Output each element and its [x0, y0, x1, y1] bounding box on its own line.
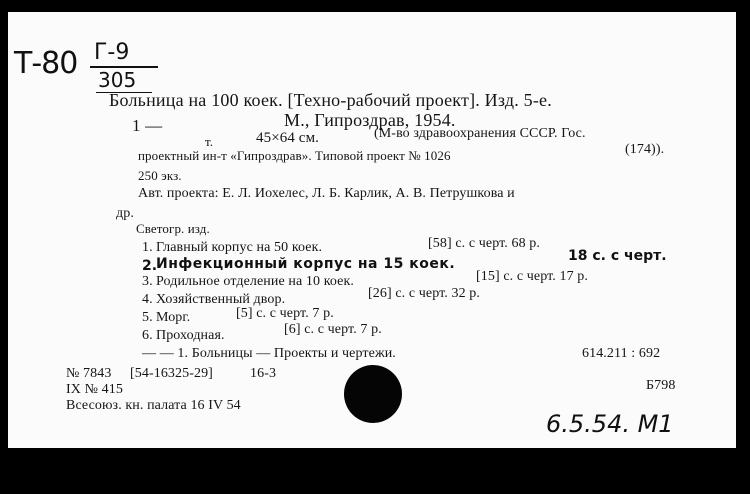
contents-item-1-num: 1. — [142, 240, 153, 255]
subject-heading: — — 1. Больницы — Проекты и чертежи. — [142, 346, 396, 361]
publisher-note-2: проектный ин-т «Гипроздрав». Типовой проект № 1026 — [138, 148, 451, 163]
format-t: т. — [205, 134, 214, 149]
book-chamber: Всесоюз. кн. палата 16 IV 54 — [66, 398, 241, 413]
handwritten-date: 6.5.54. М1 — [546, 410, 674, 438]
call-number-prefix: Т-80 — [14, 46, 78, 81]
contents-item-4-detail: [26] с. с черт. 32 р. — [368, 286, 480, 301]
contents-item-1-detail: [58] с. с черт. 68 р. — [428, 236, 540, 251]
authors-line-1: Авт. проекта: Е. Л. Иохелес, Л. Б. Карлик, А. В. Петрушкова и — [138, 186, 515, 201]
title-line-1: Больница на 100 коек. [Техно-рабочий проект]. Изд. 5-е. — [109, 90, 552, 110]
volume-mark: 1 — — [132, 116, 163, 135]
authors-line-2: др. — [116, 206, 134, 221]
call-number-top: Г-9 — [94, 40, 130, 65]
contents-item-6-detail: [6] с. с черт. 7 р. — [284, 322, 382, 337]
library-code: Б798 — [646, 378, 676, 393]
format-size: 45×64 см. — [256, 130, 320, 146]
catalog-card — [8, 12, 736, 448]
contents-item-4-num: 4. — [142, 292, 153, 307]
contents-item-2-text: Инфекционный корпус на 15 коек. — [156, 256, 456, 272]
record-index: 16-3 — [250, 366, 277, 381]
contents-item-5-detail: [5] с. с черт. 7 р. — [236, 306, 334, 321]
card-punch-hole — [344, 365, 402, 423]
contents-item-5-num: 5. — [142, 310, 153, 325]
contents-item-2-num: 2. — [142, 258, 158, 274]
contents-item-4-text: Хозяйственный двор. — [156, 292, 286, 307]
contents-item-1-text: Главный корпус на 50 коек. — [156, 240, 323, 255]
call-number-bottom: 305 — [98, 68, 137, 92]
copies: 250 экз. — [138, 168, 182, 183]
contents-item-5-text: Морг. — [156, 310, 191, 325]
record-code: [54-16325-29] — [130, 366, 213, 381]
contents-item-3-text: Родильное отделение на 10 коек. — [156, 274, 354, 289]
contents-item-6-num: 6. — [142, 328, 153, 343]
classification: 614.211 : 692 — [582, 346, 661, 361]
contents-item-3-detail: [15] с. с черт. 17 р. — [476, 269, 588, 284]
contents-item-2-detail: 18 с. с черт. — [568, 248, 667, 264]
record-number: № 7843 — [66, 366, 112, 381]
publisher-note-1: (М-во здравоохранения СССР. Гос. — [374, 126, 586, 141]
series-number: IX № 415 — [66, 382, 123, 397]
title-line-2: М., Гипроздрав, 1954. — [284, 110, 456, 130]
publisher-note-2b: (174)). — [625, 142, 665, 157]
contents-item-6-text: Проходная. — [156, 328, 225, 343]
edition: Светогр. изд. — [136, 221, 210, 236]
contents-item-3-num: 3. — [142, 274, 153, 289]
